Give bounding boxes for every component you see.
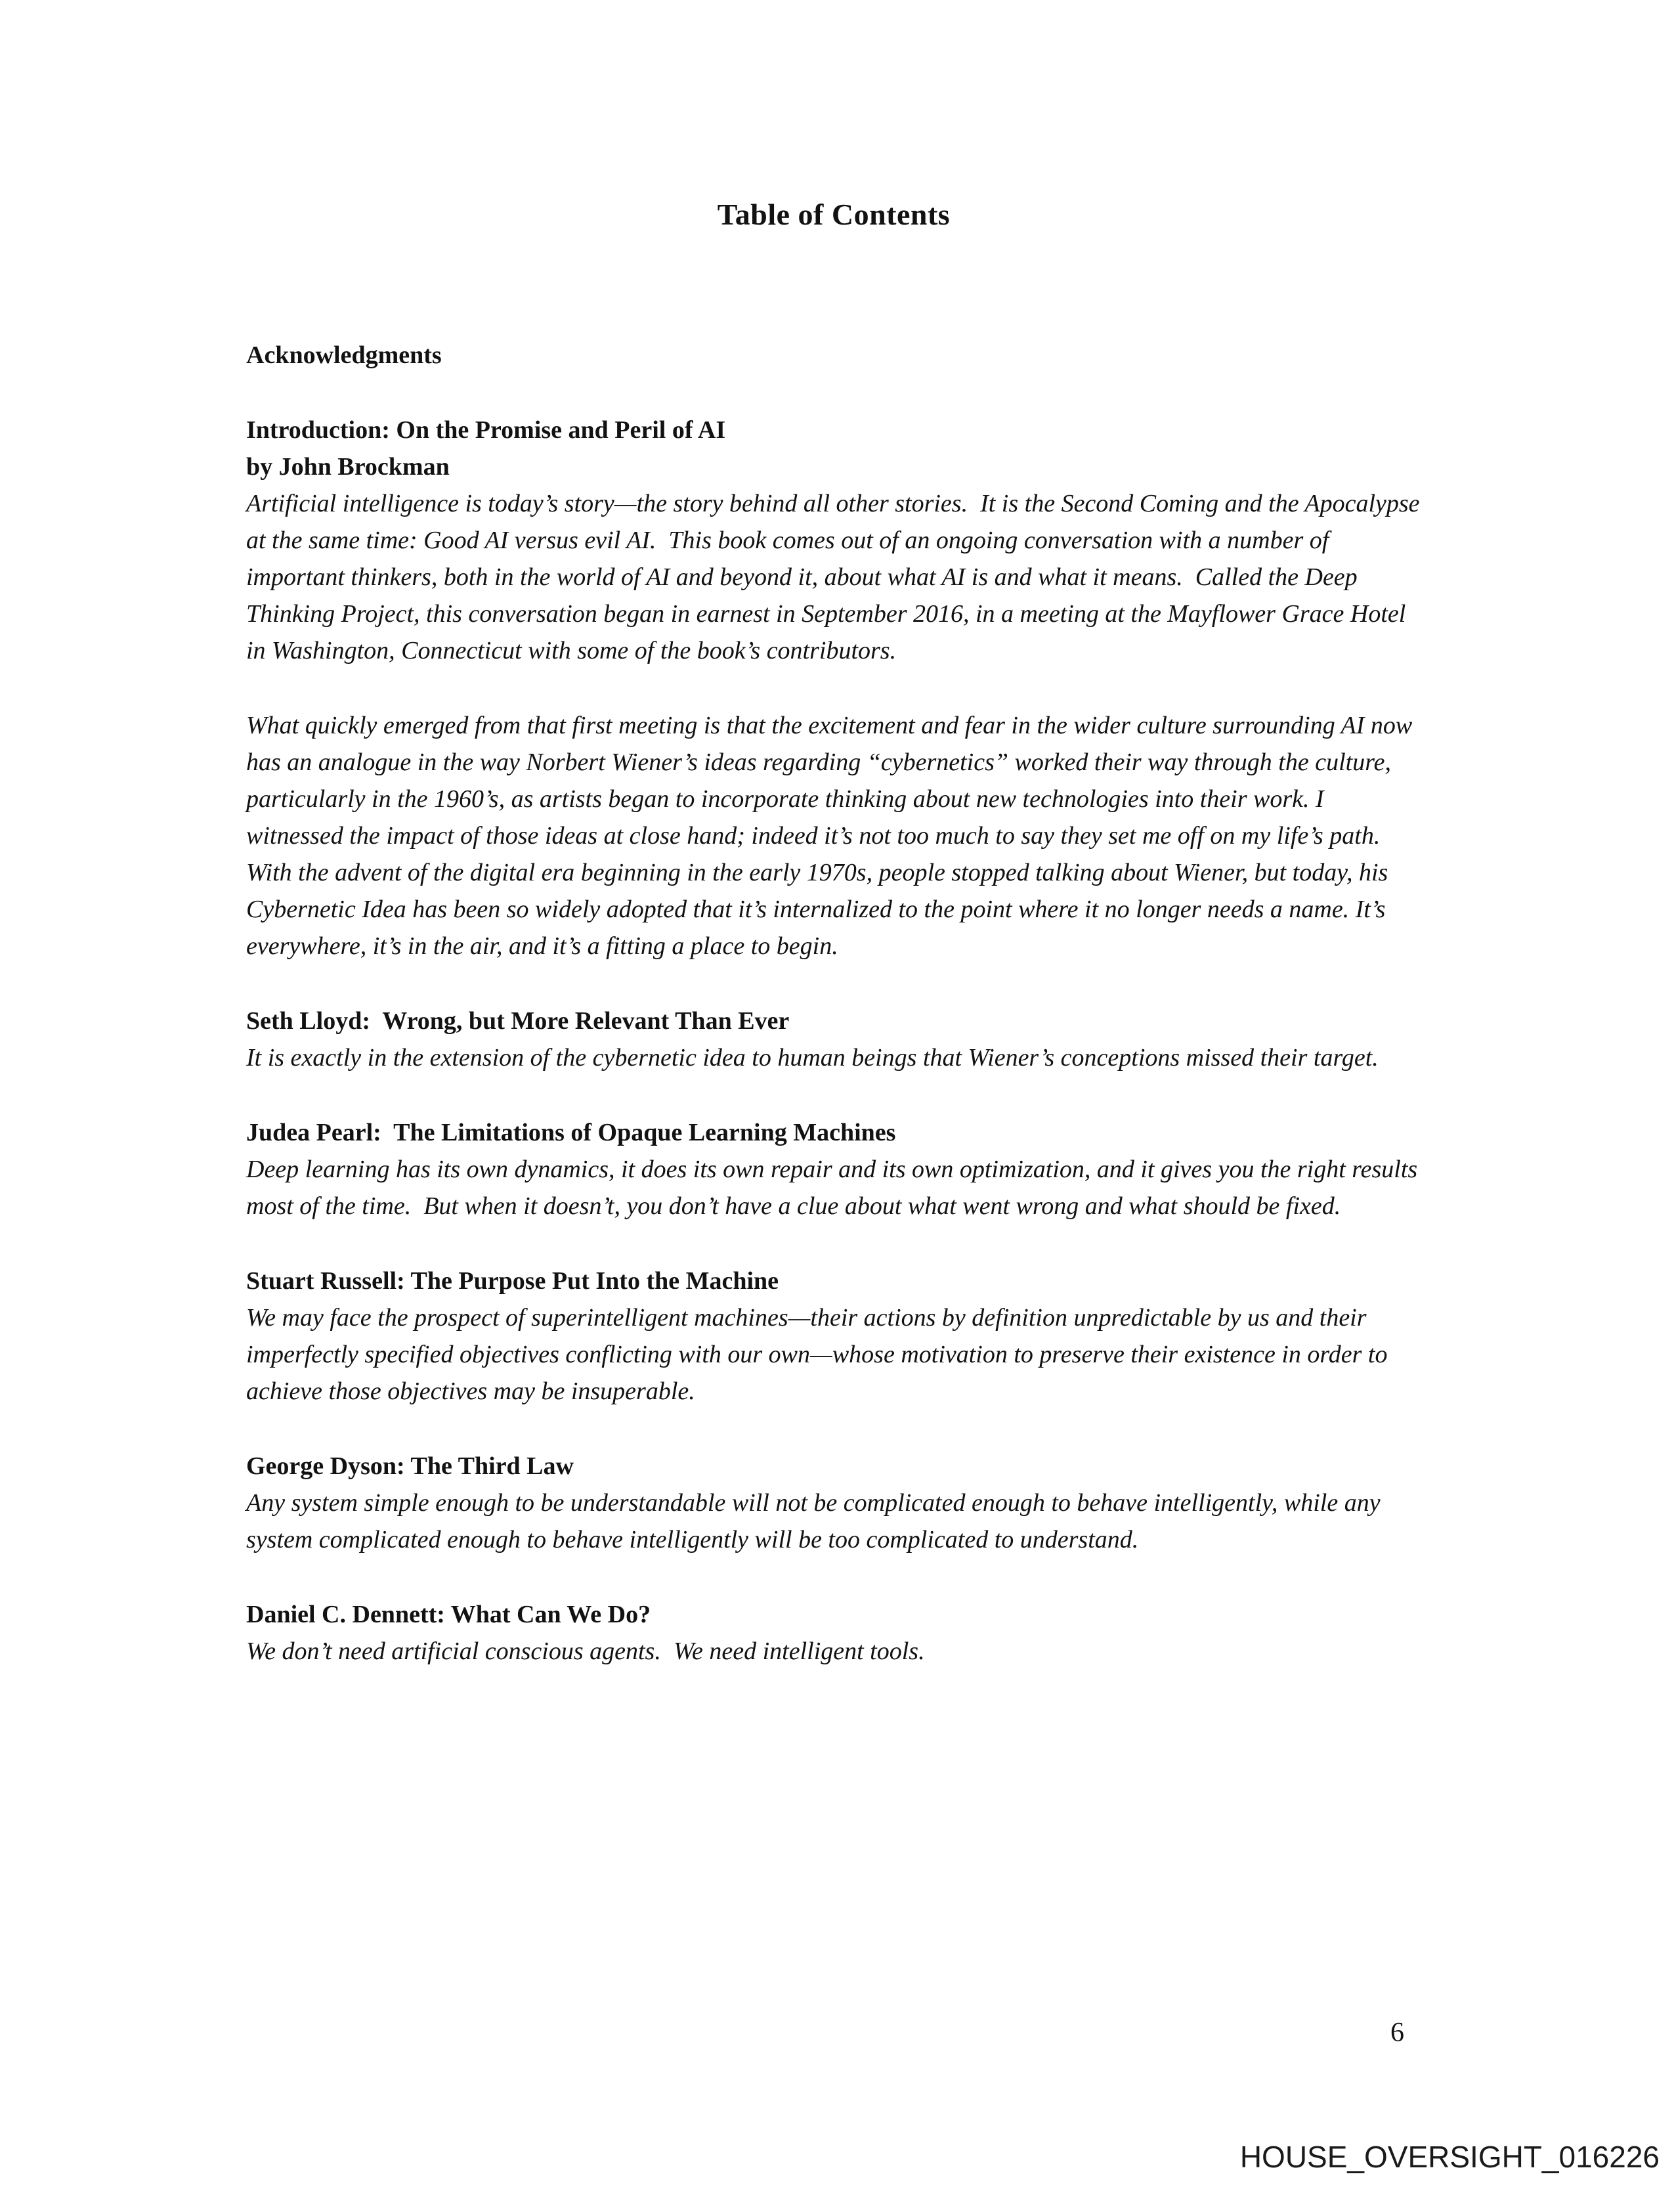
bates-stamp: HOUSE_OVERSIGHT_016226 <box>1239 2140 1660 2174</box>
toc-section-stuart-russell <box>246 1263 1421 1410</box>
section-byline: by John Brockman <box>246 453 450 481</box>
toc-section-seth-lloyd <box>246 1003 1421 1076</box>
section-heading: George Dyson: The Third Law <box>246 1452 574 1480</box>
toc-section-introduction <box>246 412 1427 965</box>
toc-section-daniel-dennett <box>246 1596 1421 1670</box>
toc-section-george-dyson <box>246 1448 1421 1558</box>
section-heading: Acknowledgments <box>246 341 442 369</box>
page-content <box>246 197 1427 1708</box>
section-description: Artificial intelligence is today’s story—the story behind all other stories. It is the Second Coming and the Apocalypse at the same time: Good AI versus evil AI. This book comes out of an ongoing conversation with a number of important thinkers, both in the world of AI and beyond it, about what AI is and what it means. Called the Deep Thinking Project, this conversation began in earnest in September 2016, in a meeting at the Mayflower Grace Hotel in Washington, Connecticut with some of the book’s contributors. <box>246 490 1427 664</box>
section-heading: Judea Pearl: The Limitations of Opaque Learning Machines <box>246 1119 896 1146</box>
section-description: It is exactly in the extension of the cybernetic idea to human beings that Wiener’s conceptions missed their target. <box>246 1044 1379 1072</box>
page-number: 6 <box>1390 2018 1404 2048</box>
section-description: What quickly emerged from that first meeting is that the excitement and fear in the wider culture surrounding AI now has an analogue in the way Norbert Wiener’s ideas regarding “cybernetics” worked their way through the culture, particularly in the 1960’s, as artists began to incorporate thinking about new technologies into their work. I witnessed the impact of those ideas at close hand; indeed it’s not too much to say they set me off on my life’s path. With the advent of the digital era beginning in the early 1970s, people stopped talking about Wiener, but today, his Cybernetic Idea has been so widely adopted that it’s internalized to the point where it no longer needs a name. It’s everywhere, it’s in the air, and it’s a fitting a place to begin. <box>246 712 1419 960</box>
section-description: Deep learning has its own dynamics, it does its own repair and its own optimization, and it gives you the right results most of the time. But when it doesn’t, you don’t have a clue about what went wrong and what should be fixed. <box>246 1156 1424 1220</box>
section-heading: Introduction: On the Promise and Peril of AI <box>246 416 726 444</box>
section-heading: Seth Lloyd: Wrong, but More Relevant Than Ever <box>246 1007 790 1035</box>
toc-section-judea-pearl <box>246 1114 1424 1225</box>
toc-section-acknowledgments <box>246 337 1421 374</box>
section-heading: Stuart Russell: The Purpose Put Into the Machine <box>246 1267 779 1295</box>
section-description: We may face the prospect of superintelligent machines—their actions by definition unpredictable by us and their imperfectly specified objectives conflicting with our own—whose motivation to preserve their existence in order to achieve those objectives may be insuperable. <box>246 1304 1394 1405</box>
page-title: Table of Contents <box>717 198 951 231</box>
section-description: Any system simple enough to be understandable will not be complicated enough to behave intelligently, while any system complicated enough to behave intelligently will be too complicated to understand. <box>246 1489 1387 1553</box>
section-description: We don’t need artificial conscious agents. We need intelligent tools. <box>246 1637 925 1665</box>
section-heading: Daniel C. Dennett: What Can We Do? <box>246 1601 651 1628</box>
